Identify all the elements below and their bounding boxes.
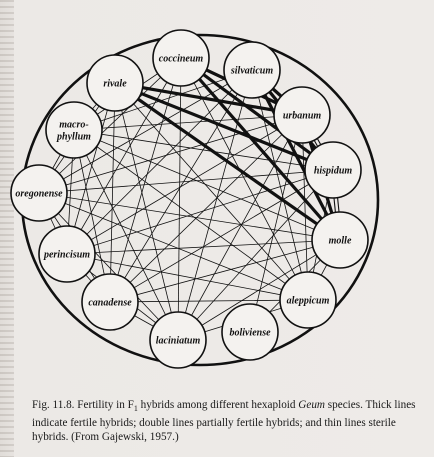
node-aleppicum [280, 272, 336, 328]
nodes-group [11, 30, 368, 368]
thin-edge-perincisum-urbanum [67, 115, 302, 254]
caption-subscript: 1 [133, 404, 138, 414]
node-label-macrophyllum: macro- [59, 119, 89, 131]
caption-text-1: Fertility in F [74, 399, 134, 411]
node-macrophyllum [46, 102, 102, 158]
thin-edge-laciniatum-coccineum [178, 58, 181, 340]
node-label-canadense: canadense [88, 297, 132, 309]
node-label-boliviense: boliviense [229, 327, 271, 339]
node-oregonense [11, 165, 67, 221]
node-label-rivale: rivale [103, 78, 127, 90]
node-label-hispidum: hispidum [313, 165, 353, 177]
node-label-silvaticum: silvaticum [230, 65, 274, 77]
node-label-macrophyllum-2: phyllum [57, 131, 91, 143]
node-coccineum [153, 30, 209, 86]
node-silvaticum [224, 42, 280, 98]
node-label-urbanum: urbanum [282, 110, 322, 122]
thin-edge-canadense-aleppicum [110, 300, 308, 302]
caption-text-3: species. Thick lines indicate fertile hybrids; double lines partially fertile hybrids; and thin lines sterile hybrids. (From Gajewski, 1957.) [32, 399, 416, 444]
node-laciniatum [150, 312, 206, 368]
node-boliviense [222, 304, 278, 360]
node-hispidum [305, 142, 361, 198]
caption-figure-number: Fig. 11.8. [32, 399, 75, 411]
node-label-laciniatum: laciniatum [155, 335, 201, 347]
node-label-coccineum: coccineum [158, 53, 204, 65]
node-label-oregonense: oregonense [15, 188, 63, 200]
node-label-molle: molle [328, 235, 352, 247]
node-molle [312, 212, 368, 268]
node-rivale [87, 55, 143, 111]
caption-genus: Geum [298, 399, 325, 411]
thin-edge-perincisum-hispidum [67, 170, 333, 254]
node-label-perincisum: perincisum [43, 249, 91, 261]
figure-caption [32, 398, 432, 444]
node-label-aleppicum: aleppicum [286, 295, 330, 307]
node-urbanum [274, 87, 330, 143]
node-canadense [82, 274, 138, 330]
caption-text-2: hybrids among different hexaploid [137, 399, 299, 411]
node-perincisum [39, 226, 95, 282]
